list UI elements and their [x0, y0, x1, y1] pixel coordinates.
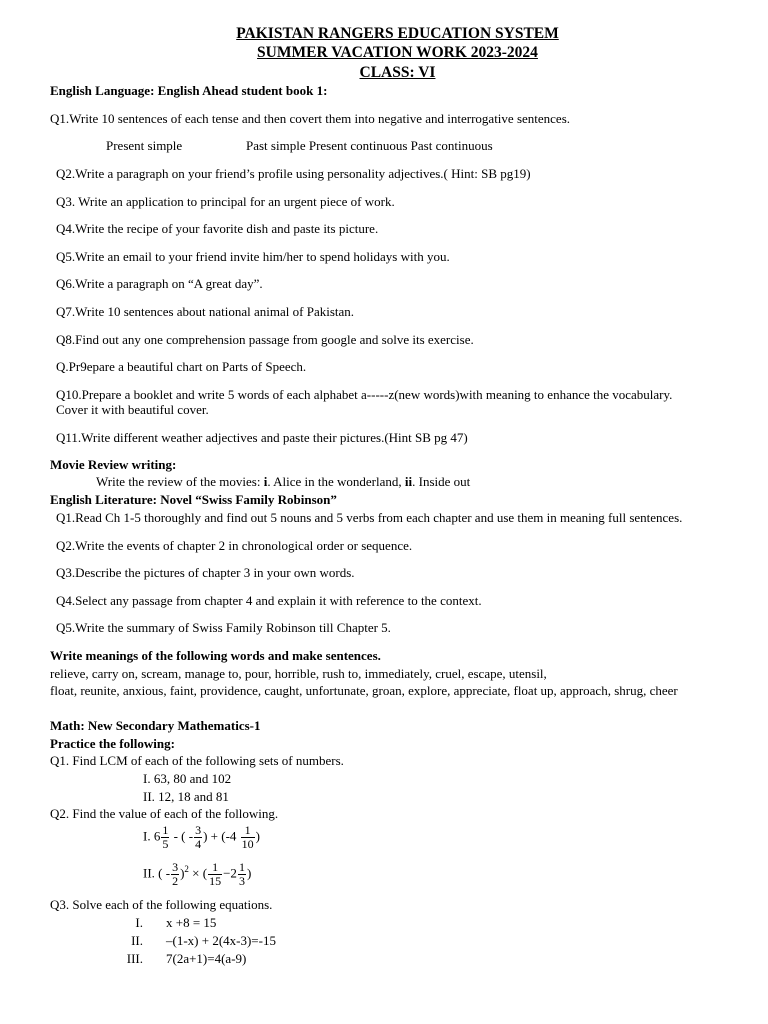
math-practice: Practice the following:	[50, 736, 175, 751]
fraction	[208, 861, 222, 888]
school-title: PAKISTAN RANGERS EDUCATION SYSTEM	[236, 25, 559, 42]
fraction	[171, 861, 179, 888]
english-q9: Q.Pr9epare a beautiful chart on Parts of Speech.	[56, 359, 307, 374]
denominator: 4	[195, 837, 202, 851]
english-q2: Q2.Write a paragraph on your friend’s profile using personality adjectives.( Hint: SB pg19)	[56, 166, 531, 181]
english-q7: Q7.Write 10 sentences about national animal of Pakistan.	[56, 304, 355, 319]
english-q10: Q10.Prepare a booklet and write 5 words of each alphabet a-----z(new words)with meaning to enhance the vocabulary.	[56, 387, 673, 402]
movie-1-num: i	[263, 474, 268, 489]
english-q1: Q1.Write 10 sentences of each tense and then covert them into negative and interrogative sentences.	[50, 111, 570, 126]
q2-ii-label: II. ( -	[143, 865, 171, 881]
movie-2-num: ii	[404, 474, 413, 489]
numerator: 1	[238, 860, 245, 874]
denominator: 3	[238, 874, 245, 888]
literature-q4: Q4.Select any passage from chapter 4 and explain it with reference to the context.	[56, 593, 482, 608]
equation-num: I.	[135, 915, 143, 930]
english-q5: Q5.Write an email to your friend invite him/her to spend holidays with you.	[56, 249, 450, 264]
math-heading: Math: New Secondary Mathematics-1	[50, 718, 261, 733]
literature-q3: Q3.Describe the pictures of chapter 3 in your own words.	[56, 565, 355, 580]
math-q2-ii	[143, 861, 251, 888]
denominator: 2	[172, 874, 179, 888]
literature-q5: Q5.Write the summary of Swiss Family Robinson till Chapter 5.	[56, 620, 391, 635]
meanings-words-1: relieve, carry on, scream, manage to, pour, horrible, rush to, immediately, cruel, escape, utensil,	[50, 666, 547, 681]
numerator: 1	[241, 824, 255, 838]
q2-ii-times: × (	[188, 865, 208, 881]
math-q3: Q3. Solve each of the following equations.	[50, 897, 273, 912]
literature-q1: Q1.Read Ch 1-5 thoroughly and find out 5 nouns and 5 verbs from each chapter and use them in meaning full sentences.	[56, 510, 683, 525]
literature-heading: English Literature: Novel “Swiss Family Robinson”	[50, 492, 337, 507]
english-q4: Q4.Write the recipe of your favorite dish and paste its picture.	[56, 221, 379, 236]
work-title: SUMMER VACATION WORK 2023-2024	[257, 44, 538, 61]
math-q1: Q1. Find LCM of each of the following sets of numbers.	[50, 753, 344, 768]
english-q11: Q11.Write different weather adjectives and paste their pictures.(Hint SB pg 47)	[56, 430, 468, 445]
movie-text-pre: Write the review of the movies:	[96, 474, 264, 489]
equation: x +8 = 15	[166, 915, 217, 930]
movie-text	[96, 474, 470, 490]
math-q1-i: I. 63, 80 and 102	[143, 771, 232, 786]
class-title: CLASS: VI	[359, 64, 436, 81]
equation: –(1-x) + 2(4x-3)=-15	[166, 933, 276, 948]
english-q10-cont: Cover it with beautiful cover.	[56, 402, 209, 417]
equation: 7(2a+1)=4(a-9)	[166, 951, 247, 966]
math-q1-ii: II. 12, 18 and 81	[143, 789, 229, 804]
q2-i-label: I. 6	[143, 828, 161, 844]
numerator: 1	[208, 861, 222, 875]
numerator: 3	[172, 860, 179, 874]
q2-ii-close: )	[180, 865, 185, 881]
fraction	[194, 824, 202, 851]
denominator: 10	[241, 837, 254, 851]
literature-q2: Q2.Write the events of chapter 2 in chronological order or sequence.	[56, 538, 413, 553]
fraction	[238, 861, 246, 888]
meanings-heading: Write meanings of the following words and make sentences.	[50, 648, 381, 663]
tense-others: Past simple Present continuous Past continuous	[246, 138, 493, 153]
q2-ii-minus: −2	[223, 865, 237, 881]
numerator: 1	[162, 823, 169, 837]
fraction	[241, 824, 255, 851]
q2-ii-end: )	[246, 865, 252, 881]
movie-2-title: . Inside out	[412, 474, 471, 489]
english-q6: Q6.Write a paragraph on “A great day”.	[56, 276, 263, 291]
q2-i-op-1: - ( -	[170, 828, 194, 844]
denominator: 5	[162, 837, 169, 851]
numerator: 3	[195, 823, 202, 837]
tense-present-simple: Present simple	[106, 138, 183, 153]
math-q2: Q2. Find the value of each of the following.	[50, 806, 279, 821]
fraction	[161, 824, 169, 851]
movie-heading: Movie Review writing:	[50, 457, 177, 472]
english-heading: English Language: English Ahead student book 1:	[50, 83, 328, 98]
equation-num: II.	[131, 933, 143, 948]
denominator: 15	[209, 874, 222, 888]
english-q8: Q8.Find out any one comprehension passage from google and solve its exercise.	[56, 332, 474, 347]
q2-i-end: )	[255, 828, 261, 844]
q2-i-op-2: ) + (-4	[203, 828, 240, 844]
math-q2-i	[143, 824, 260, 851]
movie-1-title: . Alice in the wonderland,	[267, 474, 405, 489]
equation-num: III.	[126, 951, 143, 966]
english-q3: Q3. Write an application to principal for an urgent piece of work.	[56, 194, 395, 209]
exponent: 2	[184, 864, 189, 875]
meanings-words-2: float, reunite, anxious, faint, providence, caught, unfortunate, groan, explore, appreciate, float up, approach, shrug, cheer	[50, 683, 678, 698]
